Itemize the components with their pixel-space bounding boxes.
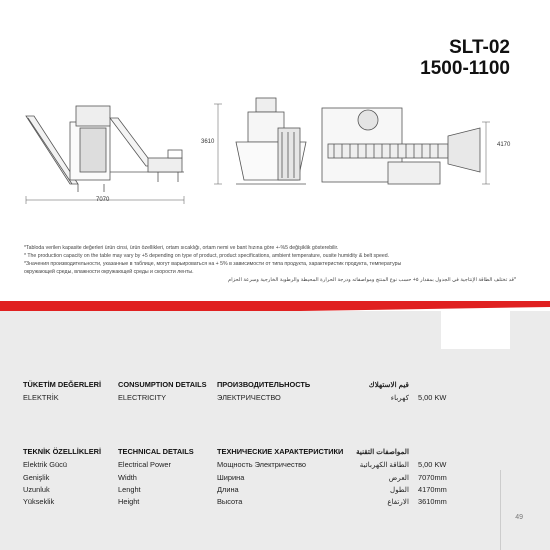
spec-label-ar: الطاقة الكهربائية: [359, 460, 409, 469]
spec-label-en: Height: [118, 497, 140, 506]
red-accent-band: [0, 301, 550, 311]
consumption-header-ar: قيم الاستهلاك: [368, 380, 409, 389]
consumption-label-ar: كهرباء: [390, 393, 409, 402]
spec-label-en: Lenght: [118, 485, 141, 494]
technical-header-ru: ТЕХНИЧЕСКИЕ ХАРАКТЕРИСТИКИ: [217, 447, 344, 456]
technical-header-tr: TEKNİK ÖZELLİKLERİ: [23, 447, 102, 456]
spec-label-en: Electrical Power: [118, 460, 171, 469]
spec-value: 3610mm: [418, 497, 447, 506]
consumption-header-ru: ПРОИЗВОДИТЕЛЬНОСТЬ: [217, 380, 311, 389]
page-divider: [500, 470, 501, 550]
technical-header-ar: المواصفات التقنية: [356, 447, 409, 456]
side-view-drawing: [26, 106, 184, 204]
consumption-header-tr: TÜKETİM DEĞERLERİ: [23, 380, 102, 389]
width-dimension: 7070: [96, 197, 110, 203]
spec-label-ru: Ширина: [217, 473, 245, 482]
technical-header-en: TECHNICAL DETAILS: [118, 447, 194, 456]
note-arabic: *قد تختلف الطاقة الإنتاجية في الجدول بمقدار ٥+ حسب نوع المنتج ومواصفاته ودرجة الحرارة المحيطة والرطوبة الخارجية وسرعة الحزام: [228, 277, 516, 284]
spec-label-tr: Elektrik Gücü: [23, 460, 67, 469]
note-russian-1: *Значения производительности, указанные в таблице, могут варьироваться на + 5% в зависимости от типа продукта, характеристик продукта, температуры: [24, 261, 402, 268]
spec-label-ar: العرض: [388, 473, 409, 482]
note-turkish: *Tabloda verilen kapasite değerleri ürün cinsi, ürün özellikleri, ortam sıcaklığı, ortam nemi ve bant hızına göre +-%5 değişiklik gösterebilir.: [24, 245, 339, 251]
spec-label-ar: الطول: [389, 485, 409, 494]
consumption-header-en: CONSUMPTION DETAILS: [118, 380, 207, 389]
height-dimension: 3610: [201, 139, 215, 145]
consumption-label-en: ELECTRICITY: [118, 393, 167, 402]
spec-label-ar: الارتفاع: [387, 497, 409, 506]
spec-value: 7070mm: [418, 473, 447, 482]
spec-label-tr: Genişlik: [23, 473, 50, 482]
length-dimension: 4170: [497, 142, 511, 148]
consumption-label-ru: ЭЛЕКТРИЧЕСТВО: [217, 393, 281, 402]
spec-label-tr: Yükseklik: [23, 497, 55, 506]
page-number: 49: [515, 514, 523, 521]
note-russian-2: окружающей среды, влажности окружающей среды и скорости ленты.: [24, 269, 194, 276]
top-view-drawing: [322, 108, 490, 184]
consumption-value: 5,00 KW: [418, 393, 447, 402]
note-english: * The production capacity on the table may vary by +5 depending on type of product, product specifications, ambient temperature, ousite humidity & belt speed.: [24, 253, 390, 260]
consumption-label-tr: ELEKTRİK: [23, 393, 59, 402]
spec-label-en: Width: [118, 473, 137, 482]
spec-value: 5,00 KW: [418, 460, 447, 469]
front-view-drawing: [214, 98, 306, 184]
spec-label-ru: Высота: [217, 497, 243, 506]
spec-value: 4170mm: [418, 485, 447, 494]
model-capacity: 1500-1100: [420, 58, 510, 79]
panel-notch: [441, 311, 510, 349]
spec-label-ru: Мощность Электричество: [217, 460, 307, 469]
machine-drawings: [18, 88, 518, 218]
spec-label-tr: Uzunluk: [23, 485, 50, 494]
model-name: SLT-02: [449, 37, 510, 58]
capacity-notes: [24, 244, 524, 284]
spec-label-ru: Длина: [217, 485, 239, 494]
